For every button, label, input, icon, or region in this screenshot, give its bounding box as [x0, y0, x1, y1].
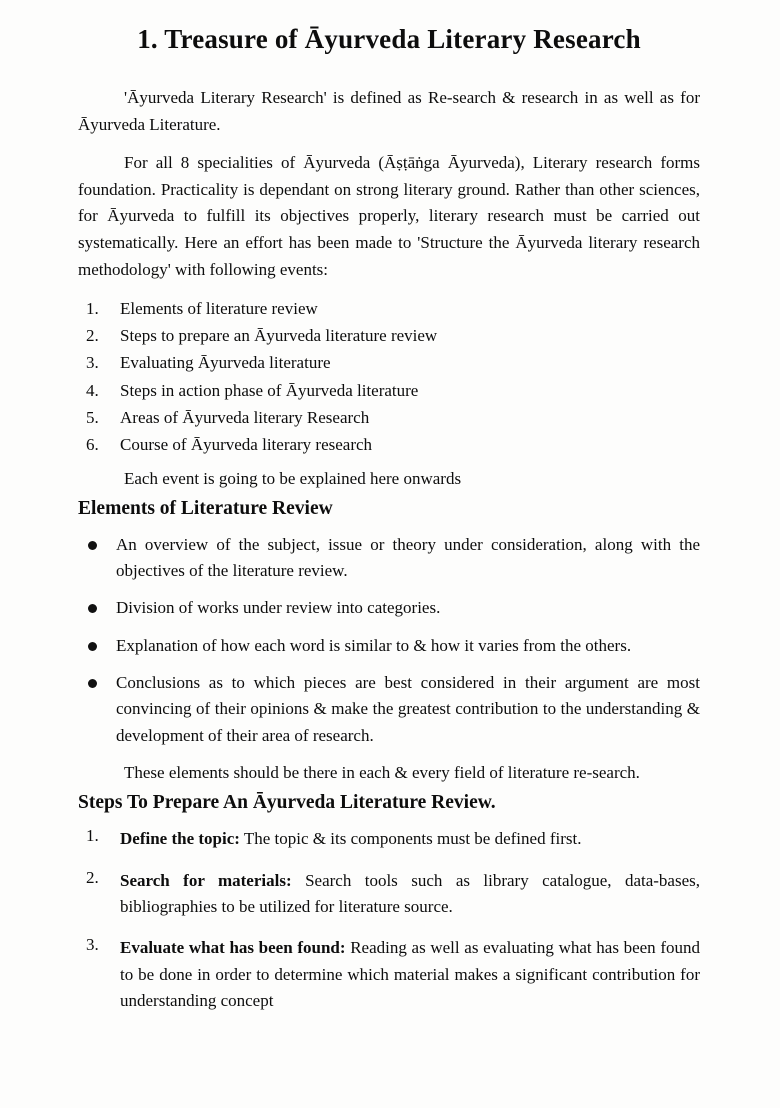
step-label: Search for materials:	[120, 870, 292, 890]
step-text: Search tools such as library catalogue, data-bases, bibliographies to be utilized for literature source.	[120, 870, 700, 917]
list-item-text: An overview of the subject, issue or theory under consideration, along with the objectives of the literature review.	[116, 534, 700, 580]
step-label: Define the topic:	[120, 829, 240, 849]
page-title: 1. Treasure of Āyurveda Literary Research	[137, 24, 641, 54]
list-item-text: Explanation of how each word is similar to & how it varies from the others.	[116, 635, 632, 655]
list-number: 6.	[86, 434, 99, 454]
list-number: 1.	[86, 826, 99, 846]
step-label: Evaluate what has been found:	[120, 938, 346, 958]
step-text: The topic & its components must be defined first.	[243, 829, 582, 849]
list-item-text: Course of Āyurveda literary research	[120, 434, 373, 454]
list-item	[86, 377, 700, 404]
list-number: 2.	[86, 867, 99, 887]
list-item-text	[120, 826, 581, 852]
list-item-text: Areas of Āyurveda literary Research	[120, 407, 370, 427]
list-item-text: Evaluating Āyurveda literature	[120, 353, 331, 373]
list-item-text	[120, 868, 700, 921]
bullet-icon	[88, 541, 97, 550]
list-item	[88, 532, 700, 585]
list-item	[86, 404, 700, 431]
list-item	[88, 633, 700, 659]
events-outro: Each event is going to be explained here onwards	[124, 469, 462, 489]
steps-list	[86, 826, 700, 1014]
step-text: Reading as well as evaluating what has been found to be done in order to determine which material makes a significant contribution for understanding concept	[120, 938, 701, 1011]
bullet-icon	[88, 679, 97, 688]
list-number: 2.	[86, 326, 99, 346]
events-list	[86, 295, 700, 458]
section-heading-elements: Elements of Literature Review	[78, 497, 333, 519]
list-number: 1.	[86, 299, 99, 319]
list-item	[86, 322, 700, 349]
list-item	[86, 935, 700, 1014]
list-number: 5.	[86, 407, 99, 427]
list-item-text: Steps in action phase of Āyurveda literature	[120, 380, 419, 400]
list-item	[86, 826, 700, 852]
list-item-text: Conclusions as to which pieces are best considered in their argument are most convincing of their opinions & make the greatest contribution to the understanding & development of their area of research.	[116, 673, 700, 745]
elements-closing-paragraph: These elements should be there in each & every field of literature re-search.	[124, 763, 640, 783]
list-item	[88, 670, 700, 749]
intro-paragraph: 'Āyurveda Literary Research' is defined as Re-search & research in as well as for Āyurveda Literature.	[78, 88, 700, 134]
list-item	[88, 595, 700, 621]
bullet-icon	[88, 642, 97, 651]
list-number: 4.	[86, 380, 99, 400]
list-item-text: Steps to prepare an Āyurveda literature review	[120, 326, 438, 346]
list-number: 3.	[86, 353, 99, 373]
list-item-text: Division of works under review into categories.	[116, 598, 441, 618]
list-item	[86, 868, 700, 921]
elements-bullet-list	[88, 532, 700, 749]
list-item	[86, 295, 700, 322]
list-item-text	[120, 935, 700, 1014]
list-item	[86, 349, 700, 376]
overview-paragraph: For all 8 specialities of Āyurveda (Āṣṭāṅga Āyurveda), Literary research forms foundation. Practicality is dependant on strong literary ground. Rather than other sciences, for Āyurveda to fulfill its objectives properly, literary research must be carried out systematically. Here an effort has been made to 'Structure the Āyurveda literary research methodology' with following events:	[78, 152, 700, 280]
list-item-text: Elements of literature review	[120, 299, 318, 319]
bullet-icon	[88, 604, 97, 613]
section-heading-steps: Steps To Prepare An Āyurveda Literature Review.	[78, 792, 496, 814]
list-number: 3.	[86, 935, 99, 955]
list-item	[86, 431, 700, 458]
